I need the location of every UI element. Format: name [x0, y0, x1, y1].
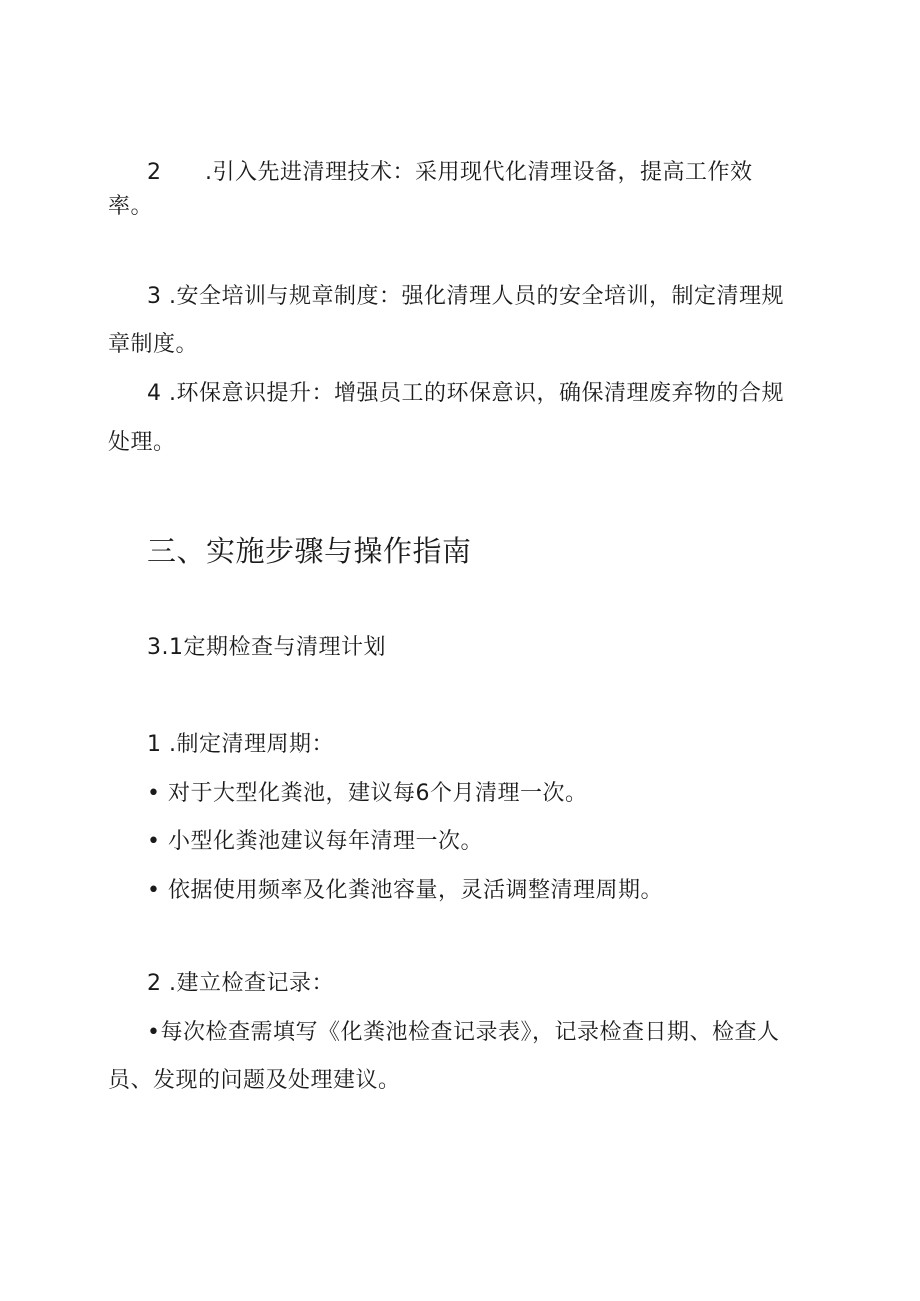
section-3-heading: 三、实施步骤与操作指南 — [147, 534, 472, 568]
step-2-bullet-line-1: •每次检查需填写《化粪池检查记录表》，记录检查日期、检查人 — [147, 1020, 780, 1045]
step-1-bullet-2: • 小型化粪池建议每年清理一次。 — [147, 829, 483, 854]
step-2-bullet-line-2: 员、发现的问题及处理建议。 — [108, 1068, 401, 1093]
item-2-line-1: .引入先进清理技术：采用现代化清理设备，提高工作效 — [205, 160, 753, 185]
step-1-bullet-3: • 依据使用频率及化粪池容量，灵活调整清理周期。 — [147, 878, 663, 903]
subsection-3-1-title: 3.1定期检查与清理计划 — [147, 635, 386, 660]
item-3-line-2: 章制度。 — [108, 332, 199, 357]
item-4-line-2: 处理。 — [108, 430, 176, 455]
item-4-line-1: 4 .环保意识提升：增强员工的环保意识，确保清理废弃物的合规 — [147, 381, 784, 406]
step-1-title: 1 .制定清理周期： — [147, 732, 334, 757]
item-3-line-1: 3 .安全培训与规章制度：强化清理人员的安全培训，制定清理规 — [147, 284, 784, 309]
item-2-line-2: 率。 — [108, 194, 154, 219]
step-2-title: 2 .建立检查记录： — [147, 971, 334, 996]
item-2-number: 2 — [147, 160, 162, 185]
step-1-bullet-1: • 对于大型化粪池，建议每6个月清理一次。 — [147, 781, 588, 806]
